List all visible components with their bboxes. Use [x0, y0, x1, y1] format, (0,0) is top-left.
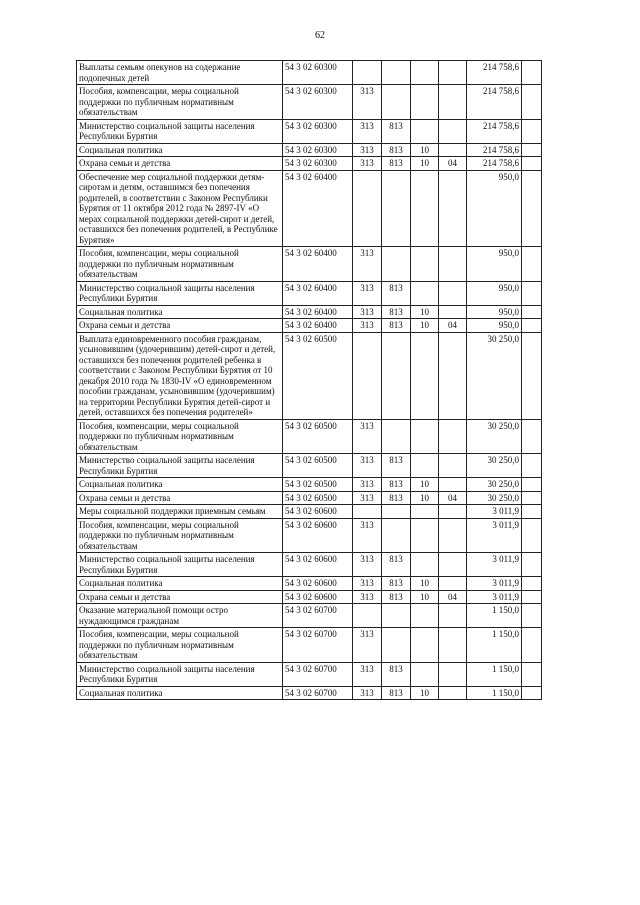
row-extra-cell	[522, 143, 542, 157]
table-row	[77, 85, 542, 120]
table-row	[77, 491, 542, 505]
row-code: 54 3 02 60300	[283, 61, 353, 85]
row-amount: 30 250,0	[467, 419, 522, 454]
row-amount: 30 250,0	[467, 454, 522, 478]
row-amount: 1 150,0	[467, 628, 522, 663]
row-subsection	[439, 143, 467, 157]
table-row	[77, 454, 542, 478]
row-extra-cell	[522, 332, 542, 419]
row-code: 54 3 02 60700	[283, 604, 353, 628]
row-subsection	[439, 85, 467, 120]
row-code: 54 3 02 60500	[283, 419, 353, 454]
row-department: 813	[382, 143, 411, 157]
row-name: Охрана семьи и детства	[77, 590, 283, 604]
row-extra-cell	[522, 85, 542, 120]
row-code: 54 3 02 60400	[283, 281, 353, 305]
row-department: 813	[382, 590, 411, 604]
row-subsection	[439, 281, 467, 305]
table-row	[77, 577, 542, 591]
row-amount: 1 150,0	[467, 604, 522, 628]
row-expense-type: 313	[353, 577, 382, 591]
row-name: Меры социальной поддержки приемным семьям	[77, 505, 283, 519]
table-row	[77, 478, 542, 492]
row-name: Выплата единовременного пособия гражданам, усыновившим (удочерившим) детей-сирот и детей, оставшихся без попечения родителей ребенка в соответствии с Законом Республики Бурятия от 10 декабря 2010 года № 1830-IV «О единовременном пособии гражданам, усыновившим (удочерившим) на территории Республики Бурятия детей-сирот и детей, оставшихся без попечения родителей»	[77, 332, 283, 419]
row-code: 54 3 02 60300	[283, 85, 353, 120]
row-expense-type	[353, 604, 382, 628]
budget-table	[76, 60, 542, 700]
row-expense-type: 313	[353, 553, 382, 577]
row-code: 54 3 02 60500	[283, 454, 353, 478]
table-row	[77, 247, 542, 282]
row-subsection	[439, 419, 467, 454]
row-amount: 1 150,0	[467, 662, 522, 686]
table-row	[77, 590, 542, 604]
row-extra-cell	[522, 319, 542, 333]
row-expense-type: 313	[353, 454, 382, 478]
row-amount: 214 758,6	[467, 143, 522, 157]
row-code: 54 3 02 60500	[283, 332, 353, 419]
row-name: Обеспечение мер социальной поддержки детям-сиротам и детям, оставшимся без попечения родителей, в соответствии с Законом Республики Бурятия от 11 октября 2012 года № 2897-IV «О мерах социальной поддержки детей-сирот и детей, оставшихся без попечения родителей, в Республике Бурятия»	[77, 170, 283, 247]
row-expense-type: 313	[353, 119, 382, 143]
row-subsection: 04	[439, 319, 467, 333]
table-row	[77, 686, 542, 700]
row-subsection	[439, 686, 467, 700]
row-extra-cell	[522, 553, 542, 577]
row-extra-cell	[522, 686, 542, 700]
row-department	[382, 518, 411, 553]
row-name: Охрана семьи и детства	[77, 491, 283, 505]
row-amount: 214 758,6	[467, 157, 522, 171]
row-name: Охрана семьи и детства	[77, 157, 283, 171]
row-subsection	[439, 628, 467, 663]
row-section	[411, 505, 439, 519]
row-name: Оказание материальной помощи остро нуждающимся гражданам	[77, 604, 283, 628]
row-amount: 950,0	[467, 247, 522, 282]
row-extra-cell	[522, 590, 542, 604]
row-subsection	[439, 478, 467, 492]
row-subsection	[439, 505, 467, 519]
row-section	[411, 419, 439, 454]
table-row	[77, 518, 542, 553]
row-section: 10	[411, 491, 439, 505]
row-name: Министерство социальной защиты населения Республики Бурятия	[77, 553, 283, 577]
row-department: 813	[382, 577, 411, 591]
row-section	[411, 662, 439, 686]
row-subsection: 04	[439, 590, 467, 604]
table-row	[77, 604, 542, 628]
row-department	[382, 604, 411, 628]
row-amount: 950,0	[467, 305, 522, 319]
row-subsection	[439, 305, 467, 319]
row-amount: 214 758,6	[467, 85, 522, 120]
row-expense-type: 313	[353, 686, 382, 700]
row-subsection	[439, 553, 467, 577]
row-name: Социальная политика	[77, 143, 283, 157]
row-department	[382, 419, 411, 454]
row-amount: 950,0	[467, 170, 522, 247]
row-expense-type: 313	[353, 305, 382, 319]
row-section	[411, 454, 439, 478]
row-department: 813	[382, 119, 411, 143]
row-extra-cell	[522, 491, 542, 505]
row-department	[382, 85, 411, 120]
row-department: 813	[382, 662, 411, 686]
row-expense-type: 313	[353, 478, 382, 492]
row-section	[411, 119, 439, 143]
row-code: 54 3 02 60700	[283, 686, 353, 700]
row-amount: 214 758,6	[467, 119, 522, 143]
row-amount: 3 011,9	[467, 505, 522, 519]
row-code: 54 3 02 60400	[283, 247, 353, 282]
row-department: 813	[382, 454, 411, 478]
row-code: 54 3 02 60400	[283, 305, 353, 319]
table-row	[77, 419, 542, 454]
row-subsection	[439, 577, 467, 591]
row-section: 10	[411, 143, 439, 157]
row-department: 813	[382, 281, 411, 305]
row-extra-cell	[522, 170, 542, 247]
row-department	[382, 332, 411, 419]
row-department: 813	[382, 319, 411, 333]
row-expense-type	[353, 61, 382, 85]
row-expense-type: 313	[353, 247, 382, 282]
row-expense-type: 313	[353, 518, 382, 553]
row-department: 813	[382, 686, 411, 700]
row-code: 54 3 02 60500	[283, 491, 353, 505]
row-name: Пособия, компенсации, меры социальной поддержки по публичным нормативным обязательствам	[77, 247, 283, 282]
row-department	[382, 247, 411, 282]
row-code: 54 3 02 60400	[283, 319, 353, 333]
row-expense-type	[353, 505, 382, 519]
row-section	[411, 604, 439, 628]
row-name: Пособия, компенсации, меры социальной поддержки по публичным нормативным обязательствам	[77, 628, 283, 663]
row-section	[411, 85, 439, 120]
row-section: 10	[411, 577, 439, 591]
row-amount: 3 011,9	[467, 553, 522, 577]
row-expense-type: 313	[353, 662, 382, 686]
row-name: Пособия, компенсации, меры социальной поддержки по публичным нормативным обязательствам	[77, 419, 283, 454]
row-name: Министерство социальной защиты населения Республики Бурятия	[77, 662, 283, 686]
row-code: 54 3 02 60300	[283, 143, 353, 157]
row-subsection	[439, 119, 467, 143]
table-row	[77, 553, 542, 577]
row-section	[411, 518, 439, 553]
row-department: 813	[382, 305, 411, 319]
row-section	[411, 61, 439, 85]
row-amount: 3 011,9	[467, 577, 522, 591]
row-section: 10	[411, 157, 439, 171]
row-expense-type: 313	[353, 491, 382, 505]
row-name: Пособия, компенсации, меры социальной поддержки по публичным нормативным обязательствам	[77, 518, 283, 553]
row-section	[411, 281, 439, 305]
row-expense-type: 313	[353, 85, 382, 120]
row-amount: 950,0	[467, 319, 522, 333]
row-extra-cell	[522, 478, 542, 492]
table-row	[77, 281, 542, 305]
row-code: 54 3 02 60700	[283, 662, 353, 686]
page-number: 62	[315, 30, 325, 41]
row-subsection: 04	[439, 157, 467, 171]
row-amount: 30 250,0	[467, 491, 522, 505]
row-extra-cell	[522, 604, 542, 628]
row-department: 813	[382, 157, 411, 171]
row-name: Социальная политика	[77, 577, 283, 591]
row-name: Выплаты семьям опекунов на содержание подопечных детей	[77, 61, 283, 85]
table-row	[77, 332, 542, 419]
row-subsection	[439, 332, 467, 419]
row-expense-type: 313	[353, 143, 382, 157]
row-extra-cell	[522, 505, 542, 519]
row-name: Министерство социальной защиты населения Республики Бурятия	[77, 454, 283, 478]
row-subsection	[439, 454, 467, 478]
row-amount: 214 758,6	[467, 61, 522, 85]
row-name: Социальная политика	[77, 686, 283, 700]
row-extra-cell	[522, 157, 542, 171]
row-code: 54 3 02 60600	[283, 590, 353, 604]
row-department	[382, 628, 411, 663]
row-name: Министерство социальной защиты населения Республики Бурятия	[77, 281, 283, 305]
row-extra-cell	[522, 247, 542, 282]
row-code: 54 3 02 60600	[283, 518, 353, 553]
table-row	[77, 61, 542, 85]
row-code: 54 3 02 60600	[283, 577, 353, 591]
row-section	[411, 332, 439, 419]
row-extra-cell	[522, 419, 542, 454]
row-subsection	[439, 604, 467, 628]
table-row	[77, 170, 542, 247]
row-subsection	[439, 662, 467, 686]
row-extra-cell	[522, 628, 542, 663]
row-extra-cell	[522, 518, 542, 553]
row-expense-type	[353, 170, 382, 247]
table-row	[77, 305, 542, 319]
row-department: 813	[382, 553, 411, 577]
row-extra-cell	[522, 305, 542, 319]
row-code: 54 3 02 60300	[283, 119, 353, 143]
row-subsection	[439, 518, 467, 553]
row-name: Социальная политика	[77, 478, 283, 492]
table-row	[77, 143, 542, 157]
row-department	[382, 61, 411, 85]
row-amount: 3 011,9	[467, 518, 522, 553]
row-section: 10	[411, 478, 439, 492]
table-row	[77, 505, 542, 519]
row-name: Охрана семьи и детства	[77, 319, 283, 333]
row-department	[382, 170, 411, 247]
row-expense-type: 313	[353, 281, 382, 305]
table-row	[77, 628, 542, 663]
row-section: 10	[411, 686, 439, 700]
row-code: 54 3 02 60300	[283, 157, 353, 171]
row-subsection: 04	[439, 491, 467, 505]
row-expense-type: 313	[353, 319, 382, 333]
row-expense-type: 313	[353, 157, 382, 171]
row-code: 54 3 02 60500	[283, 478, 353, 492]
table-row	[77, 319, 542, 333]
row-subsection	[439, 247, 467, 282]
row-extra-cell	[522, 577, 542, 591]
row-section	[411, 628, 439, 663]
row-code: 54 3 02 60600	[283, 553, 353, 577]
row-name: Министерство социальной защиты населения Республики Бурятия	[77, 119, 283, 143]
row-code: 54 3 02 60400	[283, 170, 353, 247]
row-extra-cell	[522, 662, 542, 686]
row-section: 10	[411, 590, 439, 604]
table-row	[77, 119, 542, 143]
row-expense-type: 313	[353, 419, 382, 454]
row-amount: 30 250,0	[467, 478, 522, 492]
row-code: 54 3 02 60600	[283, 505, 353, 519]
row-extra-cell	[522, 119, 542, 143]
row-subsection	[439, 61, 467, 85]
row-department: 813	[382, 491, 411, 505]
row-name: Социальная политика	[77, 305, 283, 319]
row-expense-type	[353, 332, 382, 419]
row-extra-cell	[522, 454, 542, 478]
row-expense-type: 313	[353, 590, 382, 604]
table-row	[77, 662, 542, 686]
row-code: 54 3 02 60700	[283, 628, 353, 663]
table-row	[77, 157, 542, 171]
row-amount: 3 011,9	[467, 590, 522, 604]
row-section: 10	[411, 319, 439, 333]
row-department: 813	[382, 478, 411, 492]
row-extra-cell	[522, 281, 542, 305]
row-section	[411, 247, 439, 282]
row-extra-cell	[522, 61, 542, 85]
row-subsection	[439, 170, 467, 247]
row-amount: 1 150,0	[467, 686, 522, 700]
row-name: Пособия, компенсации, меры социальной поддержки по публичным нормативным обязательствам	[77, 85, 283, 120]
row-department	[382, 505, 411, 519]
row-amount: 30 250,0	[467, 332, 522, 419]
row-expense-type: 313	[353, 628, 382, 663]
row-amount: 950,0	[467, 281, 522, 305]
row-section: 10	[411, 305, 439, 319]
row-section	[411, 553, 439, 577]
row-section	[411, 170, 439, 247]
